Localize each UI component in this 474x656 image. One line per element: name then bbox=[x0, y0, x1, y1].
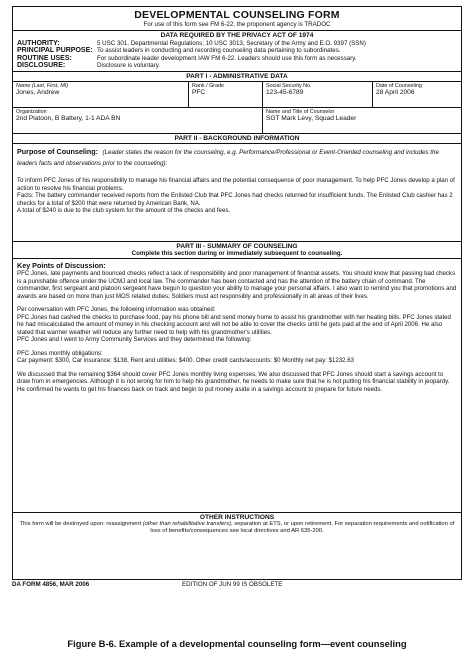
form-id: DA FORM 4856, MAR 2006 bbox=[12, 581, 90, 588]
counselor-cell bbox=[263, 108, 461, 133]
summary-paragraph-1: PFC Jones, late payments and bounced checks reflect a lack of responsibility and poor management of financial assets. You should know that passing bad checks is a punishable offence under the UCMJ and local law. The commander has been contacted and has the attention of the battery chain of command. The commander, first sergeant and platoon sergeant have begun to question your ability to manage your personal affairs. I also want to remind you that promotions and awards are based on more than just MOS related duties; Soldiers must act responsibly and professionally in all areas of their lives. bbox=[17, 270, 457, 300]
privacy-key: PRINCIPAL PURPOSE: bbox=[17, 47, 93, 55]
ssn-label: Social Security No. bbox=[266, 83, 312, 90]
purpose-line bbox=[17, 146, 457, 167]
privacy-row-routine-uses bbox=[17, 55, 457, 62]
summary-paragraph-2b: PFC Jones had cashed the checks to purchase food, pay his phone bill and send money home to assist his grandmother with her heating bills. PFC Jones stated he had miscalculated the amount of money in his checking account and will not be able to cover the checks until he gets paid at the end of April 2006. He also stated that warmer weather will reduce any further need to help with his grandmother's utilities. bbox=[17, 313, 451, 336]
ssn-cell bbox=[263, 82, 373, 107]
privacy-row-disclosure bbox=[17, 62, 457, 69]
purpose-heading: Purpose of Counseling: bbox=[17, 147, 99, 157]
other-instructions-text bbox=[17, 521, 457, 535]
ssn-field[interactable]: 123-45-6789 bbox=[266, 89, 304, 97]
privacy-value: To assist leaders in conducting and recording counseling data pertaining to subordinates. bbox=[97, 47, 341, 55]
form-subtitle: For use of this form see FM 6-22; the proponent agency is TRADOC bbox=[143, 21, 331, 28]
privacy-key: ROUTINE USES: bbox=[17, 54, 72, 62]
form-header bbox=[13, 7, 461, 31]
other-instructions bbox=[13, 513, 461, 536]
admin-row-2 bbox=[13, 108, 461, 134]
privacy-value: Disclosure is voluntary. bbox=[97, 61, 161, 69]
part3-title: PART III - SUMMARY OF COUNSELING bbox=[176, 243, 298, 251]
privacy-row-authority bbox=[17, 40, 457, 47]
counselor-label: Name and Title of Counselor bbox=[266, 109, 335, 116]
name-label: Name (Last, First, MI) bbox=[16, 83, 69, 90]
total-paragraph: A total of $240 is due to the club system for the amount of the checks and fees. bbox=[17, 207, 231, 215]
organization-label: Organization bbox=[16, 109, 47, 116]
date-field[interactable]: 28 April 2006 bbox=[376, 89, 415, 97]
privacy-key: AUTHORITY: bbox=[17, 40, 60, 47]
other-instructions-title: OTHER INSTRUCTIONS bbox=[199, 514, 275, 522]
privacy-value: 5 USC 301, Departmental Regulations; 10 USC 3013, Secretary of the Army and E.O. 9397 (SSN) bbox=[97, 40, 366, 47]
other-text-c: , separation at ETS, or upon retirement. For separation requirements and notification of loss of benefits/consequences see local directives and AR 635-200. bbox=[150, 521, 455, 534]
purpose-instructions: (Leader states the reason for the counseling, e.g. Performance/Professional or Event-Oriented counseling and includes the leaders facts and observations prior to the counseling): bbox=[17, 149, 439, 167]
counselor-field[interactable]: SGT Mark Levy, Squad Leader bbox=[266, 115, 357, 123]
other-text-b: (other than rehabilitative transfers) bbox=[142, 521, 232, 528]
facts-paragraph: Facts: The battery commander received reports from the Enlisted Club that PFC Jones had checks returned for insufficient funds. The Enlisted Club cashier has 2 checks for a total of $200 that were returned by American Bank, NA. bbox=[17, 192, 453, 207]
organization-cell bbox=[13, 108, 263, 133]
form-title: DEVELOPMENTAL COUNSELING FORM bbox=[134, 9, 340, 21]
summary-paragraph-3a: PFC Jones monthly obligations: bbox=[17, 349, 103, 357]
background-info-field[interactable] bbox=[13, 144, 461, 242]
form-footer bbox=[12, 581, 462, 588]
name-field[interactable]: Jones, Andrew bbox=[16, 89, 60, 97]
admin-row-1 bbox=[13, 82, 461, 108]
key-points-heading: Key Points of Discussion: bbox=[17, 261, 106, 271]
rank-cell bbox=[189, 82, 263, 107]
part1-title: PART I - ADMINISTRATIVE DATA bbox=[13, 72, 461, 82]
privacy-act-section bbox=[13, 31, 461, 72]
summary-paragraph-2a: Per conversation with PFC Jones, the following information was obtained: bbox=[17, 306, 216, 314]
date-cell bbox=[373, 82, 461, 107]
rank-field[interactable]: PFC bbox=[192, 89, 206, 97]
privacy-act-title: DATA REQUIRED BY THE PRIVACY ACT OF 1974 bbox=[160, 32, 314, 39]
privacy-row-purpose bbox=[17, 47, 457, 54]
privacy-value: For subordinate leader development IAW FM 6-22. Leaders should use this form as necessary. bbox=[97, 54, 357, 62]
date-label: Date of Counseling bbox=[376, 83, 422, 90]
summary-field[interactable] bbox=[13, 259, 461, 513]
summary-paragraph-4: We discussed that the remaining $364 should cover PFC Jones monthly living expenses. We also discussed that PFC Jones should start a savings account to draw from in emergencies. Although it is not wrong for him to help his grandmother, he needs to make sure that he is not putting his financial stability in jeopardy. He confirmed he wants to get his finances back on track and begin to put money aside in a savings account to prepare for future needs. bbox=[17, 370, 450, 393]
other-text-a: This form will be destroyed upon: reassignment bbox=[19, 521, 143, 528]
part3-header bbox=[13, 242, 461, 259]
summary-paragraph-2c: PFC Jones and I went to Army Community Services and they determined the following: bbox=[17, 336, 252, 344]
rank-label: Rank / Grade bbox=[192, 83, 225, 90]
figure-caption: Figure B-6. Example of a developmental counseling form—event counseling bbox=[67, 638, 407, 649]
name-cell bbox=[13, 82, 189, 107]
counseling-form bbox=[12, 6, 462, 580]
privacy-key: DISCLOSURE: bbox=[17, 61, 66, 69]
organization-field[interactable]: 2nd Platoon, B Battery, 1-1 ADA BN bbox=[16, 115, 121, 123]
purpose-paragraph: To inform PFC Jones of his responsibility to manage his financial affairs and the potential consequence of poor management. To help PFC Jones develop a plan of action to resolve his financial problems. bbox=[17, 177, 455, 192]
part3-subtitle: Complete this section during or immediately subsequent to counseling. bbox=[131, 250, 343, 258]
summary-paragraph-3b: Car payment: $300, Car insurance: $138, Rent and utilities: $400. Other credit cards/accounts: $0 Monthly net pay: $1232.63 bbox=[17, 357, 355, 365]
part2-title: PART II - BACKGROUND INFORMATION bbox=[13, 134, 461, 144]
edition-note: EDITION OF JUN 99 IS OBSOLETE bbox=[182, 581, 283, 588]
